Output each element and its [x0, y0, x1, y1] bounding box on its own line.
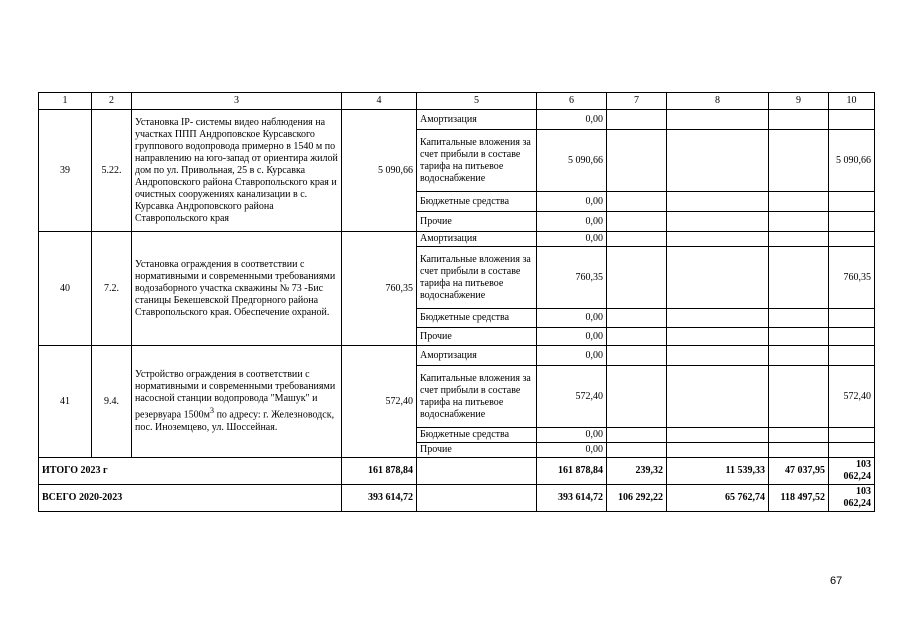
source-label: Капитальные вложения за счет прибыли в составе тарифа на питьевое водоснабжение: [417, 130, 537, 192]
empty-cell: [667, 328, 769, 346]
header-cell: 4: [342, 93, 417, 110]
itogo-label: ИТОГО 2023 г: [39, 458, 342, 485]
empty-cell: [607, 309, 667, 328]
page-number: 67: [830, 575, 843, 587]
vsego-col8: 65 762,74: [667, 485, 769, 512]
empty-cell: [667, 428, 769, 443]
empty-cell: [607, 366, 667, 428]
source-value: 0,00: [537, 192, 607, 212]
empty-cell: [829, 428, 875, 443]
header-row: [39, 93, 875, 110]
header-cell: 3: [132, 93, 342, 110]
empty-cell: [667, 232, 769, 247]
row-description: Установка ограждения в соответствии с нормативными и современными требованиями водозаборного участка скважины № 73 -Бис станицы Бекешевской Предгорного района Ставропольского края. Обеспечение охраной.: [132, 232, 342, 346]
itogo-col10: 103 062,24: [829, 458, 875, 485]
empty-cell: [769, 443, 829, 458]
empty-cell: [417, 485, 537, 512]
source-value: 0,00: [537, 232, 607, 247]
source-value: 0,00: [537, 443, 607, 458]
empty-cell: [769, 247, 829, 309]
header-cell: 8: [667, 93, 769, 110]
vsego-row: [39, 485, 875, 512]
empty-cell: [667, 192, 769, 212]
header-cell: 10: [829, 93, 875, 110]
row-number: 40: [39, 232, 92, 346]
empty-cell: [769, 130, 829, 192]
row-code: 5.22.: [92, 110, 132, 232]
empty-cell: [829, 192, 875, 212]
source-label: Амортизация: [417, 346, 537, 366]
row-total: 5 090,66: [342, 110, 417, 232]
empty-cell: [829, 443, 875, 458]
row-number: 41: [39, 346, 92, 458]
vsego-total: 393 614,72: [342, 485, 417, 512]
empty-cell: [829, 110, 875, 130]
vsego-col9: 118 497,52: [769, 485, 829, 512]
source-value: 0,00: [537, 212, 607, 232]
source-label: Прочие: [417, 328, 537, 346]
header-cell: 1: [39, 93, 92, 110]
empty-cell: [829, 212, 875, 232]
empty-cell: [667, 309, 769, 328]
itogo-row: [39, 458, 875, 485]
source-value: 0,00: [537, 328, 607, 346]
empty-cell: [607, 247, 667, 309]
vsego-label: ВСЕГО 2020-2023: [39, 485, 342, 512]
empty-cell: [769, 212, 829, 232]
empty-cell: [607, 443, 667, 458]
source-label: Амортизация: [417, 110, 537, 130]
row-description: Установка IP- системы видео наблюдения на участках ППП Андроповское Курсавского группового водопровода примерно в 1540 м по направлению на юго-запад от ориентира жилой дом по ул. Привольная, 25 в с. Курсавка Андроповского района Ставропольского края и очистных сооружениях канализации в с. Курсавка Андроповского района Ставропольского края: [132, 110, 342, 232]
source-label: Капитальные вложения за счет прибыли в составе тарифа на питьевое водоснабжение: [417, 366, 537, 428]
empty-cell: [607, 110, 667, 130]
col10-value: 760,35: [829, 247, 875, 309]
row-code: 7.2.: [92, 232, 132, 346]
row-total: 572,40: [342, 346, 417, 458]
source-label: Бюджетные средства: [417, 309, 537, 328]
source-label: Прочие: [417, 443, 537, 458]
itogo-col6: 161 878,84: [537, 458, 607, 485]
description-text: Устройство ограждения в соответствии с нормативными и современными требованиями насосной станции водопровода "Машук" и резервуара 1500м: [135, 369, 336, 421]
col10-value: 572,40: [829, 366, 875, 428]
empty-cell: [769, 110, 829, 130]
table-row: [39, 346, 875, 366]
empty-cell: [829, 309, 875, 328]
empty-cell: [667, 443, 769, 458]
empty-cell: [667, 212, 769, 232]
empty-cell: [667, 247, 769, 309]
source-value: 0,00: [537, 346, 607, 366]
header-cell: 7: [607, 93, 667, 110]
empty-cell: [769, 346, 829, 366]
source-label: Бюджетные средства: [417, 192, 537, 212]
source-label: Бюджетные средства: [417, 428, 537, 443]
empty-cell: [607, 130, 667, 192]
description-text: по адресу: г. Железноводск, пос. Иноземцево, ул. Шоссейная.: [135, 409, 335, 433]
source-value: 0,00: [537, 428, 607, 443]
itogo-col9: 47 037,95: [769, 458, 829, 485]
empty-cell: [769, 366, 829, 428]
empty-cell: [667, 346, 769, 366]
empty-cell: [769, 232, 829, 247]
source-value: 572,40: [537, 366, 607, 428]
empty-cell: [667, 110, 769, 130]
empty-cell: [607, 428, 667, 443]
empty-cell: [769, 309, 829, 328]
header-cell: 9: [769, 93, 829, 110]
source-label: Прочие: [417, 212, 537, 232]
vsego-col10: 103 062,24: [829, 485, 875, 512]
investment-table: [38, 92, 875, 512]
source-value: 5 090,66: [537, 130, 607, 192]
itogo-col7: 239,32: [607, 458, 667, 485]
empty-cell: [607, 212, 667, 232]
empty-cell: [667, 130, 769, 192]
source-label: Капитальные вложения за счет прибыли в составе тарифа на питьевое водоснабжение: [417, 247, 537, 309]
superscript: 3: [209, 406, 215, 416]
empty-cell: [417, 458, 537, 485]
empty-cell: [607, 328, 667, 346]
row-code: 9.4.: [92, 346, 132, 458]
header-cell: 2: [92, 93, 132, 110]
source-label: Амортизация: [417, 232, 537, 247]
source-value: 0,00: [537, 110, 607, 130]
empty-cell: [667, 366, 769, 428]
header-cell: 6: [537, 93, 607, 110]
empty-cell: [829, 346, 875, 366]
row-total: 760,35: [342, 232, 417, 346]
empty-cell: [769, 328, 829, 346]
empty-cell: [607, 192, 667, 212]
empty-cell: [769, 192, 829, 212]
itogo-col8: 11 539,33: [667, 458, 769, 485]
source-value: 760,35: [537, 247, 607, 309]
source-value: 0,00: [537, 309, 607, 328]
header-cell: 5: [417, 93, 537, 110]
table-row: [39, 232, 875, 247]
row-description: [132, 346, 342, 458]
table-row: [39, 110, 875, 130]
empty-cell: [607, 232, 667, 247]
vsego-col7: 106 292,22: [607, 485, 667, 512]
empty-cell: [829, 328, 875, 346]
empty-cell: [607, 346, 667, 366]
itogo-total: 161 878,84: [342, 458, 417, 485]
col10-value: 5 090,66: [829, 130, 875, 192]
row-number: 39: [39, 110, 92, 232]
empty-cell: [769, 428, 829, 443]
vsego-col6: 393 614,72: [537, 485, 607, 512]
empty-cell: [829, 232, 875, 247]
